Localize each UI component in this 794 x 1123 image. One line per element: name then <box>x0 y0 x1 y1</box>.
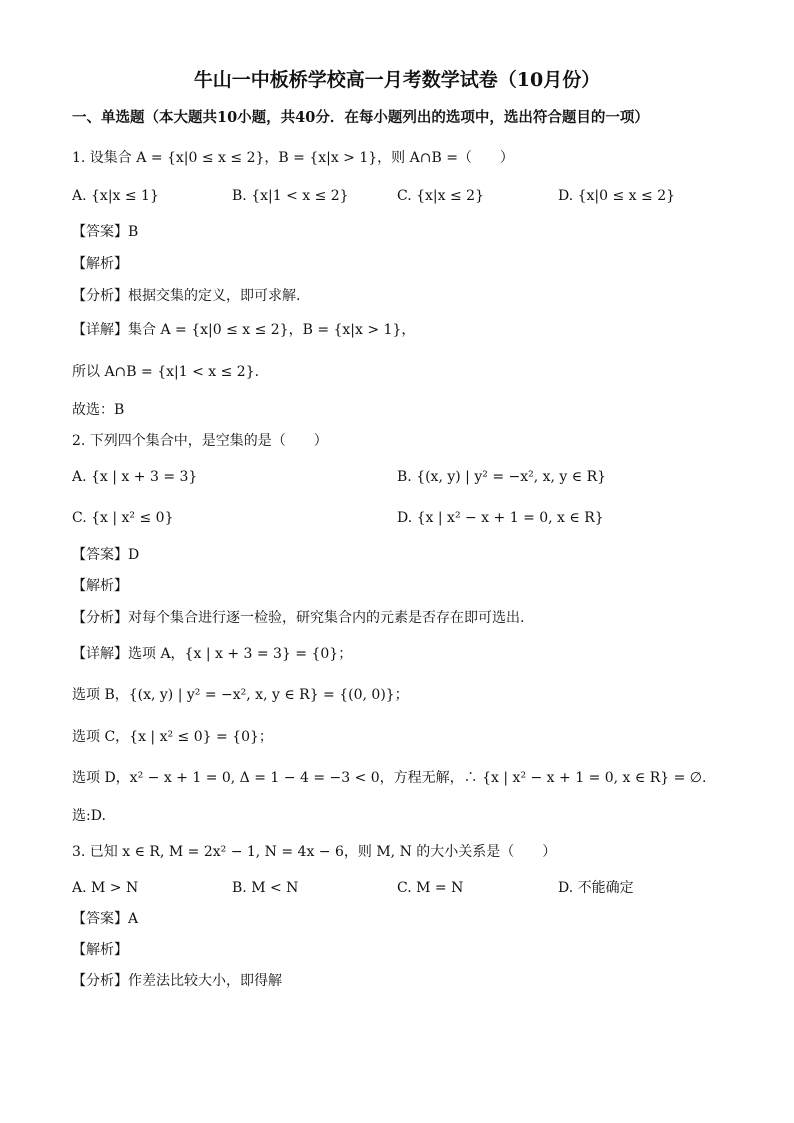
q1-fenxi: 【分析】根据交集的定义，即可求解. <box>72 288 301 304</box>
q3-option-b[interactable]: B. M < N <box>232 880 299 896</box>
q1-choice: 故选：B <box>72 402 125 418</box>
q2-option-a[interactable]: A. {x | x + 3 = 3} <box>72 469 198 485</box>
q1-option-c[interactable]: C. {x|x ≤ 2} <box>397 188 484 204</box>
q2-answer: 【答案】D <box>72 547 140 563</box>
q2-stem: 2. 下列四个集合中，是空集的是（ ） <box>72 433 328 449</box>
q3-option-c[interactable]: C. M = N <box>397 880 464 896</box>
section-heading: 一、单选题（本大题共10小题，共40分．在每小题列出的选项中，选出符合题目的一项） <box>72 109 649 126</box>
q1-option-d[interactable]: D. {x|0 ≤ x ≤ 2} <box>558 188 676 204</box>
q1-analysis-label: 【解析】 <box>72 256 128 272</box>
q2-option-c[interactable]: C. {x | x² ≤ 0} <box>72 510 174 526</box>
q1-detail-1: 【详解】集合 A = {x|0 ≤ x ≤ 2}，B = {x|x > 1}， <box>72 322 416 338</box>
q1-option-b[interactable]: B. {x|1 < x ≤ 2} <box>232 188 349 204</box>
q2-analysis-label: 【解析】 <box>72 578 128 594</box>
q3-stem: 3. 已知 x ∈ R, M = 2x² − 1, N = 4x − 6，则 M, N 的大小关系是（ ） <box>72 844 557 860</box>
q3-answer: 【答案】A <box>72 911 139 927</box>
q3-option-a[interactable]: A. M > N <box>72 880 139 896</box>
q3-analysis-label: 【解析】 <box>72 942 128 958</box>
q2-detail-b: 选项 B，{(x, y) | y² = −x², x, y ∈ R} = {(0, 0)}； <box>72 687 409 703</box>
q2-detail-d: 选项 D，x² − x + 1 = 0, Δ = 1 − 4 = −3 < 0，方程无解，∴ {x | x² − x + 1 = 0, x ∈ R} = ∅. <box>72 770 707 786</box>
q2-fenxi: 【分析】对每个集合进行逐一检验，研究集合内的元素是否存在即可选出. <box>72 610 525 626</box>
q1-option-a[interactable]: A. {x|x ≤ 1} <box>72 188 159 204</box>
q3-option-d[interactable]: D. 不能确定 <box>558 880 634 896</box>
q2-option-b[interactable]: B. {(x, y) | y² = −x², x, y ∈ R} <box>397 469 607 485</box>
q1-stem: 1. 设集合 A = {x|0 ≤ x ≤ 2}，B = {x|x > 1}，则 A∩B =（ ） <box>72 150 514 166</box>
q2-option-d[interactable]: D. {x | x² − x + 1 = 0, x ∈ R} <box>397 510 604 526</box>
q2-detail-c: 选项 C，{x | x² ≤ 0} = {0}； <box>72 729 273 745</box>
q3-fenxi: 【分析】作差法比较大小，即得解 <box>72 973 282 989</box>
q2-detail-a: 【详解】选项 A，{x | x + 3 = 3} = {0}； <box>72 646 353 662</box>
q1-answer: 【答案】B <box>72 224 139 240</box>
page-title: 牛山一中板桥学校高一月考数学试卷（10月份） <box>193 69 601 91</box>
q2-choice: 选:D. <box>72 808 106 824</box>
q1-detail-2: 所以 A∩B = {x|1 < x ≤ 2}. <box>72 364 260 380</box>
